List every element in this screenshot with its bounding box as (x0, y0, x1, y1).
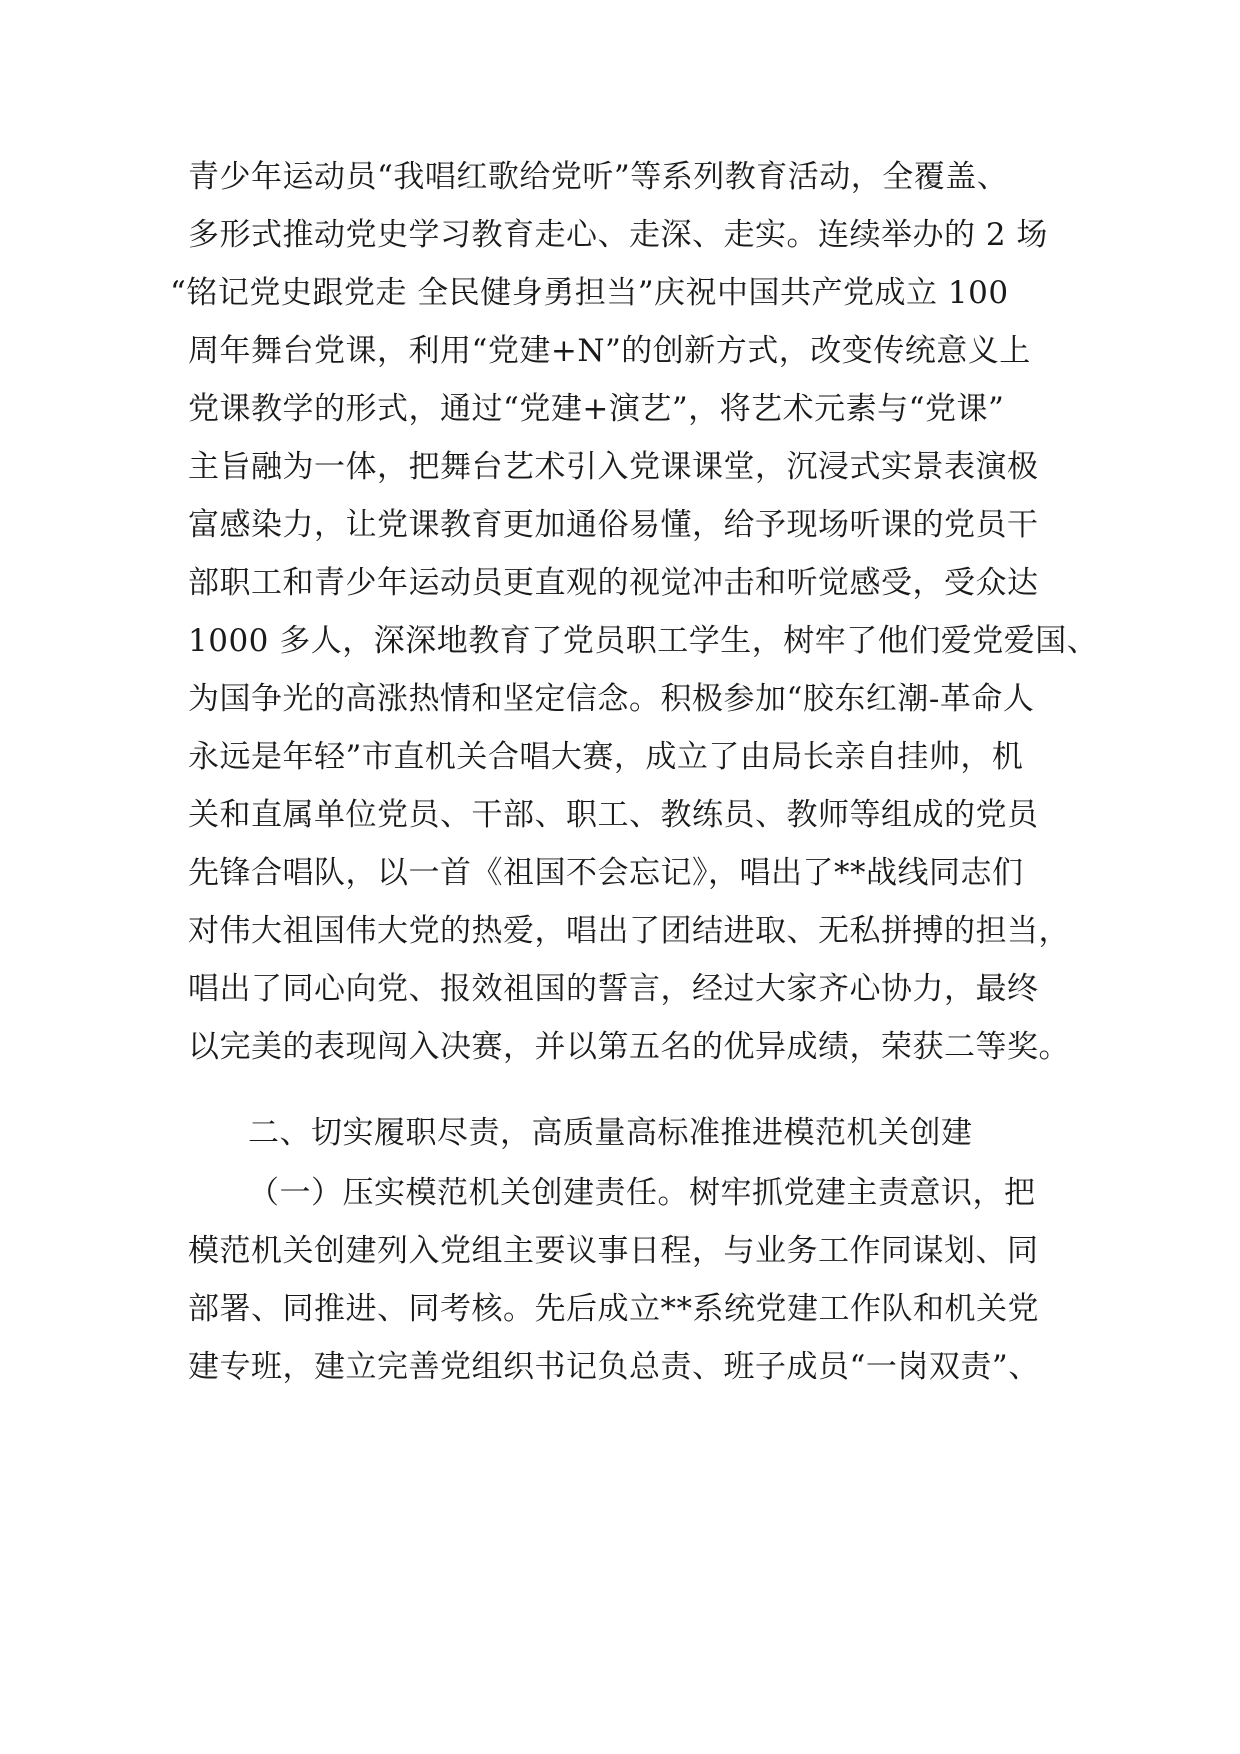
body-line-9: 1000 多人，深深地教育了党员职工学生，树牢了他们爱党爱国、 (188, 623, 1099, 659)
body-line-14: 对伟大祖国伟大党的热爱，唱出了团结进取、无私拼搏的担当， (188, 913, 1070, 949)
body-line-3: “铭记党史跟党走 全民健身勇担当”庆祝中国共产党成立 100 (170, 275, 1009, 311)
body-line-12: 关和直属单位党员、干部、职工、教练员、教师等组成的党员 (188, 797, 1039, 833)
subsection-line-3: 部署、同推进、同考核。先后成立**系统党建工作队和机关党 (188, 1291, 1039, 1327)
body-line-16: 以完美的表现闯入决赛，并以第五名的优异成绩，荣获二等奖。 (188, 1029, 1070, 1065)
body-line-13: 先锋合唱队，以一首《祖国不会忘记》，唱出了**战线同志们 (188, 855, 1024, 891)
subsection-line-1: （一）压实模范机关创建责任。树牢抓党建主责意识，把 (248, 1175, 1036, 1211)
body-line-10: 为国争光的高涨热情和坚定信念。积极参加“胶东红潮-革命人 (188, 681, 1035, 717)
body-line-2: 多形式推动党史学习教育走心、走深、走实。连续举办的 2 场 (188, 217, 1048, 253)
section-heading: 二、切实履职尽责，高质量高标准推进模范机关创建 (248, 1115, 973, 1151)
subsection-line-2: 模范机关创建列入党组主要议事日程，与业务工作同谋划、同 (188, 1233, 1039, 1269)
body-line-5: 党课教学的形式，通过“党建+演艺”，将艺术元素与“党课” (188, 391, 1005, 427)
body-line-4: 周年舞台党课，利用“党建+N”的创新方式，改变传统意义上 (188, 333, 1031, 369)
subsection-line-4: 建专班，建立完善党组织书记负总责、班子成员“一岗双责”、 (188, 1349, 1040, 1385)
body-line-1: 青少年运动员“我唱红歌给党听”等系列教育活动，全覆盖、 (188, 159, 1009, 195)
body-line-15: 唱出了同心向党、报效祖国的誓言，经过大家齐心协力，最终 (188, 971, 1039, 1007)
body-line-11: 永远是年轻”市直机关合唱大赛，成立了由局长亲自挂帅，机 (188, 739, 1024, 775)
body-line-6: 主旨融为一体，把舞台艺术引入党课课堂，沉浸式实景表演极 (188, 449, 1039, 485)
body-line-7: 富感染力，让党课教育更加通俗易懂，给予现场听课的党员干 (188, 507, 1039, 543)
body-line-8: 部职工和青少年运动员更直观的视觉冲击和听觉感受，受众达 (188, 565, 1039, 601)
